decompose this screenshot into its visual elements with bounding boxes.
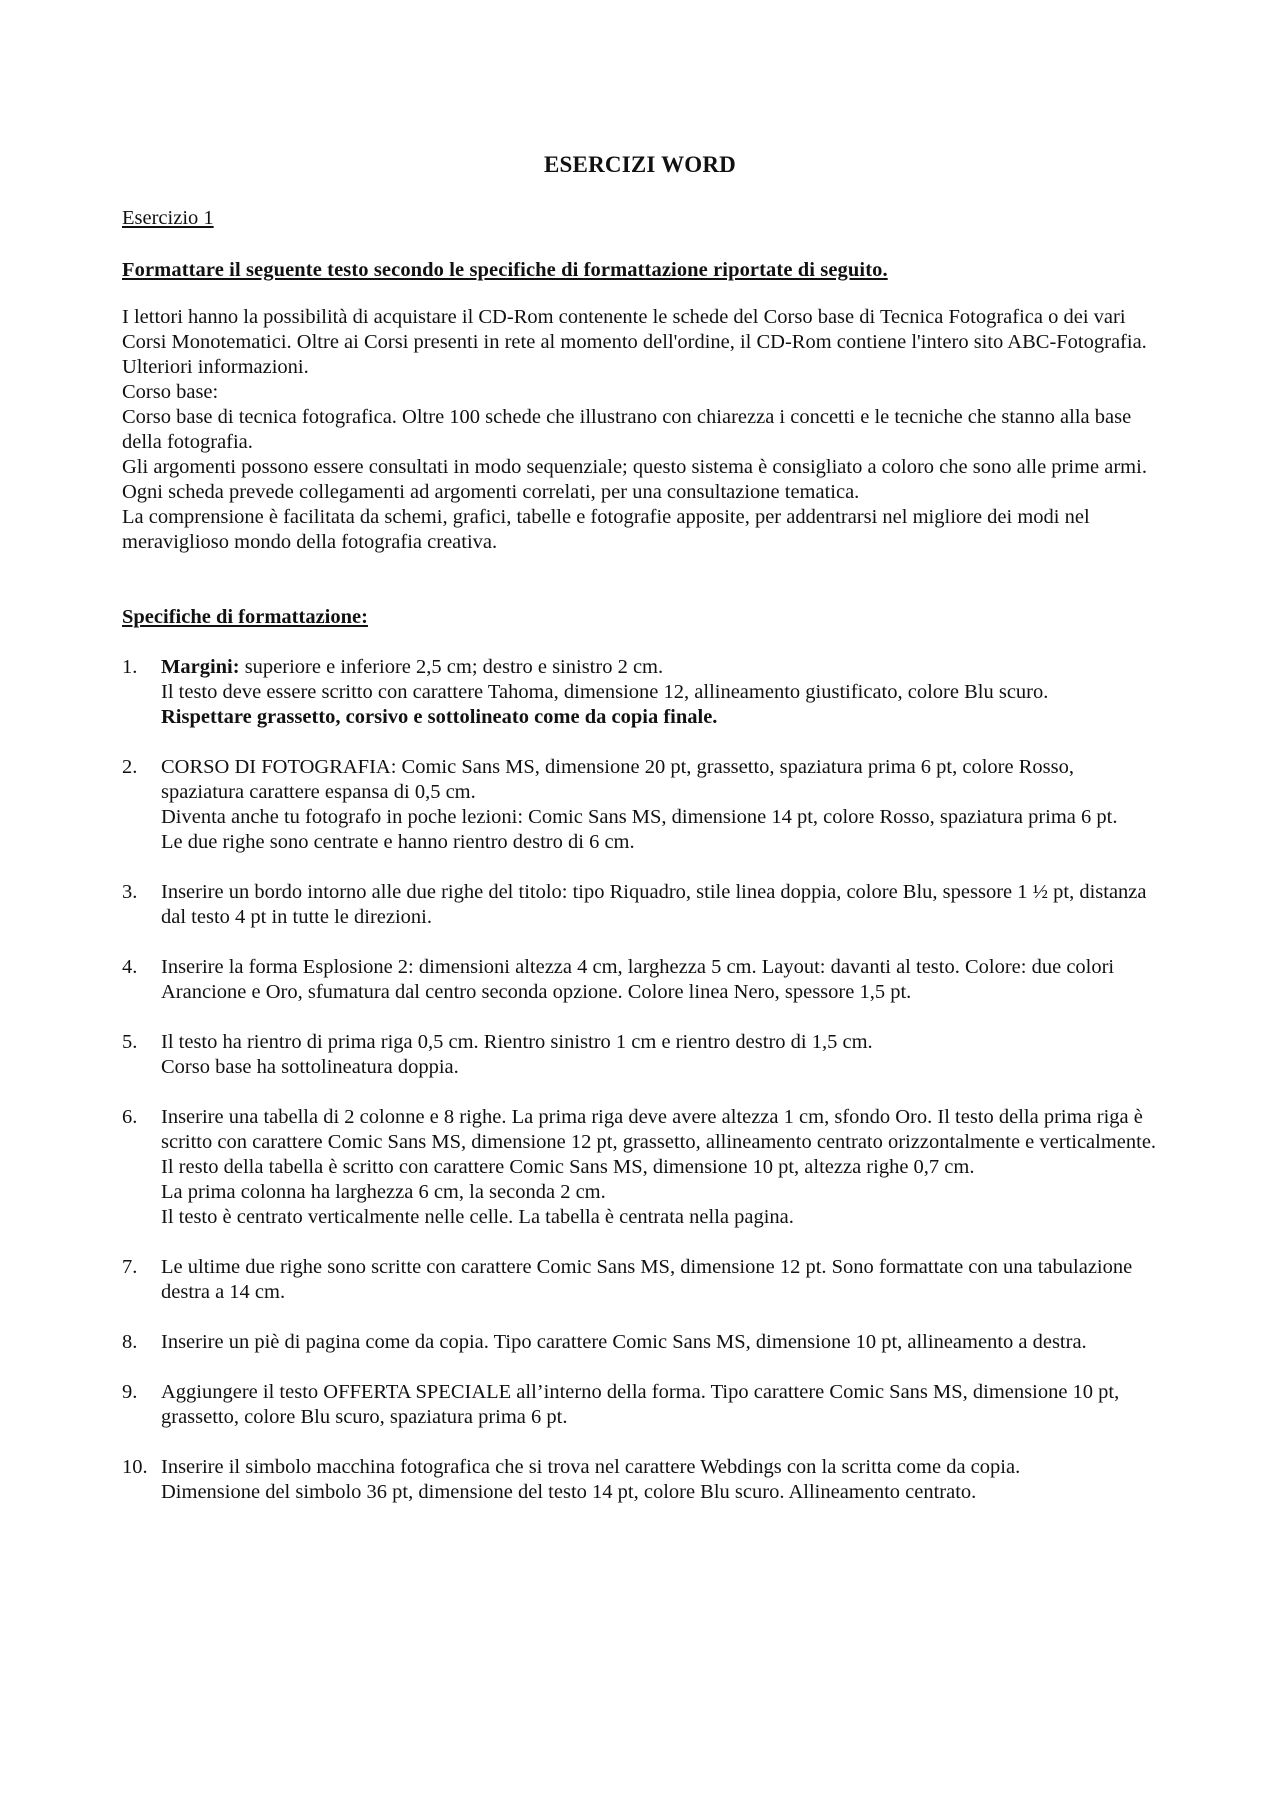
exercise-instruction: Formattare il seguente testo secondo le specifiche di formattazione riportate di seguito. xyxy=(122,259,888,281)
spec-line: Inserire un bordo intorno alle due righe del titolo: tipo Riquadro, stile linea doppia, colore Blu, spessore 1 ½ pt, distanza dal testo 4 pt in tutte le direzioni. xyxy=(161,881,1147,928)
sample-text xyxy=(122,305,1162,555)
spec-line: Inserire una tabella di 2 colonne e 8 righe. La prima riga deve avere altezza 1 cm, sfondo Oro. Il testo della prima riga è scritto con carattere Comic Sans MS, dimensione 12 pt, grassetto, allineamento centrato orizzontalmente e verticalmente. xyxy=(161,1106,1157,1153)
sample-paragraph: Corso base di tecnica fotografica. Oltre 100 schede che illustrano con chiarezza i concetti e le tecniche che stanno alla base della fotografia. xyxy=(122,406,1132,453)
spec-item xyxy=(122,1255,1162,1305)
sample-paragraph: La comprensione è facilitata da schemi, grafici, tabelle e fotografie apposite, per addentrarsi nel migliore dei modi nel meraviglioso mondo della fotografia creativa. xyxy=(122,506,1090,553)
spec-line: Il testo deve essere scritto con carattere Tahoma, dimensione 12, allineamento giustificato, colore Blu scuro. xyxy=(161,681,1049,703)
spec-number: 9. xyxy=(122,1381,138,1403)
spec-number: 2. xyxy=(122,756,138,778)
spec-list xyxy=(122,655,1162,1530)
document-title: ESERCIZI WORD xyxy=(544,152,736,177)
spec-item xyxy=(122,755,1162,855)
spec-line: Dimensione del simbolo 36 pt, dimensione del testo 14 pt, colore Blu scuro. Allineamento centrato. xyxy=(161,1481,977,1503)
spec-item xyxy=(122,1380,1162,1430)
spec-number: 10. xyxy=(122,1456,148,1478)
spec-bold-label: Margini: xyxy=(161,656,240,678)
specs-heading: Specifiche di formattazione: xyxy=(122,606,368,628)
spec-line: Il testo è centrato verticalmente nelle celle. La tabella è centrata nella pagina. xyxy=(161,1206,794,1228)
spec-item xyxy=(122,1455,1162,1505)
spec-line-bold: Rispettare grassetto, corsivo e sottolineato come da copia finale. xyxy=(161,706,718,728)
spec-line: Inserire un piè di pagina come da copia. Tipo carattere Comic Sans MS, dimensione 10 pt, allineamento a destra. xyxy=(161,1331,1087,1353)
spec-number: 1. xyxy=(122,656,138,678)
spec-line: Corso base ha sottolineatura doppia. xyxy=(161,1056,459,1078)
spec-item xyxy=(122,955,1162,1005)
spec-number: 8. xyxy=(122,1331,138,1353)
spec-item xyxy=(122,880,1162,930)
spec-number: 4. xyxy=(122,956,138,978)
spec-line: CORSO DI FOTOGRAFIA: Comic Sans MS, dimensione 20 pt, grassetto, spaziatura prima 6 pt, colore Rosso, spaziatura carattere espansa di 0,5 cm. xyxy=(161,756,1074,803)
spec-line: Le ultime due righe sono scritte con carattere Comic Sans MS, dimensione 12 pt. Sono formattate con una tabulazione destra a 14 cm. xyxy=(161,1256,1133,1303)
spec-item xyxy=(122,1105,1162,1230)
spec-line: Il testo ha rientro di prima riga 0,5 cm. Rientro sinistro 1 cm e rientro destro di 1,5 cm. xyxy=(161,1031,873,1053)
spec-number: 5. xyxy=(122,1031,138,1053)
sample-paragraph: I lettori hanno la possibilità di acquistare il CD-Rom contenente le schede del Corso base di Tecnica Fotografica o dei vari Corsi Monotematici. Oltre ai Corsi presenti in rete al momento dell'ordine, il CD-Rom contiene l'intero sito ABC-Fotografia. Ulteriori informazioni. xyxy=(122,306,1147,378)
spec-line: Inserire la forma Esplosione 2: dimensioni altezza 4 cm, larghezza 5 cm. Layout: davanti al testo. Colore: due colori Arancione e Oro, sfumatura dal centro seconda opzione. Colore linea Nero, spessore 1,5 pt. xyxy=(161,956,1115,1003)
spec-line: Aggiungere il testo OFFERTA SPECIALE all’interno della forma. Tipo carattere Comic Sans MS, dimensione 10 pt, grassetto, colore Blu scuro, spaziatura prima 6 pt. xyxy=(161,1381,1120,1428)
spec-item xyxy=(122,655,1162,730)
spec-line: Le due righe sono centrate e hanno rientro destro di 6 cm. xyxy=(161,831,635,853)
spec-item xyxy=(122,1030,1162,1080)
spec-number: 3. xyxy=(122,881,138,903)
spec-line: La prima colonna ha larghezza 6 cm, la seconda 2 cm. xyxy=(161,1181,606,1203)
spec-line xyxy=(161,655,1162,680)
spec-item xyxy=(122,1330,1162,1355)
spec-line: Il resto della tabella è scritto con carattere Comic Sans MS, dimensione 10 pt, altezza righe 0,7 cm. xyxy=(161,1156,975,1178)
spec-text: superiore e inferiore 2,5 cm; destro e sinistro 2 cm. xyxy=(239,656,664,678)
sample-paragraph: Corso base: xyxy=(122,381,219,403)
spec-number: 6. xyxy=(122,1106,138,1128)
spec-line: Diventa anche tu fotografo in poche lezioni: Comic Sans MS, dimensione 14 pt, colore Rosso, spaziatura prima 6 pt. xyxy=(161,806,1118,828)
sample-paragraph: Gli argomenti possono essere consultati in modo sequenziale; questo sistema è consigliato a coloro che sono alle prime armi. Ogni scheda prevede collegamenti ad argomenti correlati, per una consultazione tematica. xyxy=(122,456,1147,503)
spec-line: Inserire il simbolo macchina fotografica che si trova nel carattere Webdings con la scritta come da copia. xyxy=(161,1456,1021,1478)
exercise-label: Esercizio 1 xyxy=(122,207,214,229)
spec-number: 7. xyxy=(122,1256,138,1278)
